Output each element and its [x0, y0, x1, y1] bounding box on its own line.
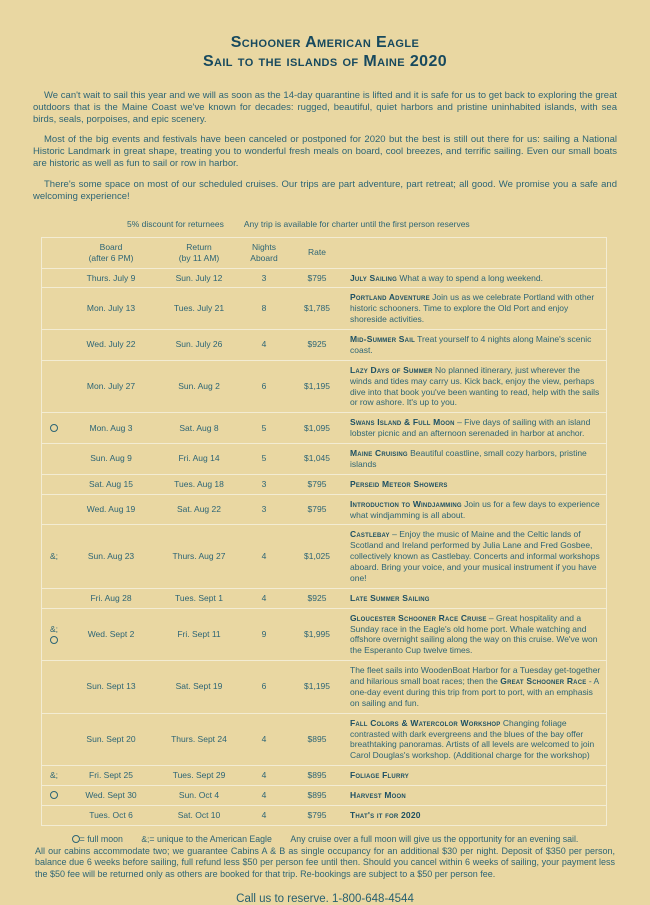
board-date: Wed. July 22 [66, 330, 156, 361]
cruise-description-cell [348, 330, 607, 361]
full-moon-legend [72, 834, 123, 844]
return-date: Sun. Oct 4 [156, 786, 242, 806]
nights-header-line2: Aboard [250, 252, 278, 263]
board-date: Wed. Aug 19 [66, 494, 156, 525]
description-text: – Great hospitality and a Sunday race in the Eagle's old home port. Whale watching and offshore overnight sailing along the way on this cruise. We've won the Esperanto Cup twelve times. [350, 612, 598, 656]
cruise-row [42, 494, 607, 525]
intro-paragraph-2: Most of the big events and festivals have been canceled or postponed for 2020 but the best is still out there for us: sailing a National Historic Landmark in great shape, treating you to wonderful fresh meals on board, cool breezes, and terrific sailing. Even our small boats are historic as well as fun to sail or row in harbor. [33, 134, 617, 170]
row-symbol-cell [42, 786, 67, 806]
rate-value: $1,025 [286, 525, 348, 588]
return-header-line1: Return [186, 241, 212, 252]
description-text: - A one-day event during this trip from port to port, with an emphasis on sailing and fun. [350, 676, 599, 708]
return-date: Tues. Sept 29 [156, 766, 242, 786]
cruise-description-cell [348, 588, 607, 608]
board-date: Mon. Aug 3 [66, 413, 156, 444]
rate-header-label: Rate [308, 247, 326, 258]
nights-aboard: 4 [242, 525, 286, 588]
cruise-row [42, 525, 607, 588]
description-text: Beautiful coastline, small cozy harbors, pristine islands [350, 448, 587, 469]
nights-aboard: 4 [242, 588, 286, 608]
unique-to-eagle-icon: &; [49, 770, 59, 781]
cruise-title: Great Schooner Race [500, 676, 587, 686]
unique-to-eagle-icon: &; [49, 624, 59, 635]
description-text: Join us for a few days to experience what windjamming is all about. [350, 498, 600, 520]
cruise-title: Swans Island & Full Moon [350, 417, 455, 428]
nights-header-line1: Nights [251, 241, 277, 252]
board-date: Sun. Aug 23 [66, 525, 156, 588]
full-moon-icon [50, 791, 58, 799]
nights-aboard: 6 [242, 360, 286, 413]
cruise-description-cell [348, 766, 607, 786]
row-symbol-stack [44, 552, 64, 561]
cruise-table-body [42, 268, 607, 825]
nights-aboard: 5 [242, 444, 286, 475]
rate-value: $1,195 [286, 661, 348, 714]
cruise-title: Late Summer Sailing [350, 592, 430, 603]
cruise-title: Harvest Moon [350, 790, 406, 800]
rate-value: $795 [286, 268, 348, 288]
cruise-description-cell [348, 786, 607, 806]
nights-aboard: 4 [242, 805, 286, 825]
board-date: Sun. Sept 20 [66, 713, 156, 766]
title-line-1: Schooner American Eagle [230, 34, 420, 51]
nights-column-header [242, 237, 286, 268]
cruise-title: Perseid Meteor Showers [350, 478, 448, 489]
nights-aboard: 4 [242, 786, 286, 806]
return-date: Tues. Aug 18 [156, 474, 242, 494]
cruise-row [42, 786, 607, 806]
return-date: Tues. July 21 [156, 288, 242, 330]
cruise-title: Castlebay [350, 529, 390, 540]
cruise-schedule-table [41, 237, 607, 826]
cruise-row [42, 588, 607, 608]
cruise-description-cell [348, 661, 607, 714]
rate-value: $1,045 [286, 444, 348, 475]
cruise-row [42, 413, 607, 444]
rate-value: $1,995 [286, 608, 348, 661]
return-header-line2: (by 11 AM) [178, 252, 220, 263]
nights-aboard: 3 [242, 494, 286, 525]
board-column-header [66, 237, 156, 268]
cruise-row [42, 444, 607, 475]
cruise-description-cell [348, 494, 607, 525]
row-symbol-stack [44, 625, 64, 644]
rate-value: $1,195 [286, 360, 348, 413]
full-moon-icon [50, 424, 58, 432]
intro-paragraph-1: We can't wait to sail this year and we will as soon as the 14-day quarantine is lifted and it is safe for us to get back to exploring the great outdoors that is the Maine Coast we've known for decades: rugged, beautiful, quiet harbors and pristine uninhabited islands, with sea birds, seals, porpoises, and epic scenery. [33, 89, 617, 125]
board-date: Mon. July 13 [66, 288, 156, 330]
discount-note: 5% discount for returnees [127, 218, 224, 229]
row-symbol-cell [42, 805, 67, 825]
board-header-line1: Board [99, 241, 123, 252]
cruise-title: Portland Adventure [350, 292, 430, 303]
description-column-header [348, 237, 607, 268]
cruise-table-header [42, 237, 607, 268]
cruise-title: Maine Cruising [350, 448, 408, 458]
row-symbol-cell [42, 474, 67, 494]
cruise-title: Gloucester Schooner Race Cruise [350, 612, 487, 623]
return-date: Sat. Aug 8 [156, 413, 242, 444]
row-symbol-cell [42, 360, 67, 413]
cruise-description-cell [348, 525, 607, 588]
full-moon-icon [50, 636, 58, 644]
nights-aboard: 4 [242, 713, 286, 766]
title-line-2: Sail to the islands of Maine 2020 [202, 52, 448, 70]
cruise-title: Introduction to Windjamming [350, 498, 462, 509]
row-symbol-cell [42, 288, 67, 330]
board-date: Mon. July 27 [66, 360, 156, 413]
charter-note: Any trip is available for charter until the first person reserves [243, 218, 470, 229]
board-date: Fri. Sept 25 [66, 766, 156, 786]
row-symbol-cell [42, 444, 67, 475]
row-symbol-stack [44, 424, 64, 432]
rate-value: $1,785 [286, 288, 348, 330]
cruise-row [42, 288, 607, 330]
symbol-column-header [42, 237, 67, 268]
unique-to-eagle-icon: &; [141, 833, 150, 844]
board-date: Sat. Aug 15 [66, 474, 156, 494]
cruise-description-cell [348, 360, 607, 413]
return-date: Thurs. Sept 24 [156, 713, 242, 766]
board-date: Fri. Aug 28 [66, 588, 156, 608]
cruise-description-cell [348, 713, 607, 766]
rate-value: $925 [286, 330, 348, 361]
row-symbol-cell [42, 661, 67, 714]
unique-to-eagle-icon: &; [49, 551, 59, 562]
evening-sail-note: Any cruise over a full moon will give us the opportunity for an evening sail. [290, 833, 579, 844]
board-date: Thurs. July 9 [66, 268, 156, 288]
return-date: Sat. Sept 19 [156, 661, 242, 714]
return-date: Sat. Aug 22 [156, 494, 242, 525]
return-date: Sun. Aug 2 [156, 360, 242, 413]
description-text: No planned itinerary, just wherever the winds and tides may carry us. Kick back, enjoy the view, perhaps dive into that book you've been wanting to read, help with the sails or row ashore. It's up to you. [350, 364, 600, 408]
cruise-description-cell [348, 444, 607, 475]
cruise-description-cell [348, 608, 607, 661]
nights-aboard: 4 [242, 766, 286, 786]
cruise-row [42, 713, 607, 766]
board-date: Tues. Oct 6 [66, 805, 156, 825]
nights-aboard: 9 [242, 608, 286, 661]
board-date: Wed. Sept 30 [66, 786, 156, 806]
description-text: Join us as we celebrate Portland with other historic schooners. Time to explore the Old Port and enjoy shoreside activities. [350, 292, 595, 325]
nights-aboard: 4 [242, 330, 286, 361]
unique-legend-label: = unique to the American Eagle [149, 833, 272, 844]
intro-paragraph-3: There's some space on most of our scheduled cruises. Our trips are part adventure, part retreat; all good. We promise you a safe and welcoming experience! [33, 179, 617, 202]
nights-aboard: 3 [242, 268, 286, 288]
cruise-title: July Sailing [350, 272, 397, 283]
row-symbol-cell [42, 608, 67, 661]
row-symbol-stack [44, 771, 64, 780]
rate-value: $895 [286, 766, 348, 786]
page-title [33, 34, 617, 72]
cruise-row [42, 805, 607, 825]
cruise-row [42, 474, 607, 494]
cruise-row [42, 360, 607, 413]
description-text: – Enjoy the music of Maine and the Celtic lands of Scotland and Ireland performed by Julia Lane and Fred Gosbee, collectively known as Castlebay. Concerts and informal workshops aboard. Bring your voice, and your musical instrument if you have one! [350, 529, 600, 583]
symbol-legend [33, 834, 617, 844]
rate-value: $895 [286, 713, 348, 766]
description-text: – Five days of sailing with an island lobster picnic and an afternoon serenaded in harbor at anchor. [350, 417, 591, 439]
rate-value: $1,095 [286, 413, 348, 444]
return-date: Sat. Oct 10 [156, 805, 242, 825]
return-date: Sun. July 12 [156, 268, 242, 288]
description-pre-text: The fleet sails into WoodenBoat Harbor for a Tuesday get-together and hilarious small boat races; then the [350, 665, 601, 686]
cruise-description-cell [348, 413, 607, 444]
return-date: Fri. Sept 11 [156, 608, 242, 661]
cruise-row [42, 766, 607, 786]
row-symbol-cell [42, 494, 67, 525]
nights-aboard: 8 [242, 288, 286, 330]
cruise-title: Fall Colors & Watercolor Workshop [350, 717, 501, 728]
board-header-line2: (after 6 PM) [88, 252, 134, 263]
description-text: Treat yourself to 4 nights along Maine's scenic coast. [350, 334, 592, 355]
booking-notes [127, 219, 617, 229]
board-date: Sun. Aug 9 [66, 444, 156, 475]
rate-value: $795 [286, 805, 348, 825]
return-date: Fri. Aug 14 [156, 444, 242, 475]
unique-legend [141, 834, 272, 844]
cruise-row [42, 330, 607, 361]
return-date: Tues. Sept 1 [156, 588, 242, 608]
cruise-title: Mid-Summer Sail [350, 334, 415, 344]
nights-aboard: 5 [242, 413, 286, 444]
row-symbol-cell [42, 766, 67, 786]
rate-value: $795 [286, 494, 348, 525]
cruise-description-cell [348, 805, 607, 825]
cruise-description-cell [348, 474, 607, 494]
nights-aboard: 3 [242, 474, 286, 494]
row-symbol-cell [42, 525, 67, 588]
row-symbol-cell [42, 588, 67, 608]
reservation-phone[interactable]: Call us to reserve. 1-800-648-4544 [236, 892, 414, 905]
return-date: Sun. July 26 [156, 330, 242, 361]
cruise-row [42, 661, 607, 714]
cruise-description-cell [348, 268, 607, 288]
cruise-row [42, 268, 607, 288]
full-moon-legend-label: = full moon [79, 833, 123, 844]
booking-terms: All our cabins accommodate two; we guarantee Cabins A & B as single occupancy for an additional $30 per night. Deposit of $350 per person, balance due 6 weeks before sailing, full refund less $50 per person fee until then. Should you cancel within 6 weeks of sailing, your payment less the $50 fee will be returned only as others are booked for that trip. Re-bookings are subject to a $50 per person fee. [35, 845, 615, 880]
description-text: What a way to spend a long weekend. [399, 272, 543, 283]
row-symbol-cell [42, 413, 67, 444]
row-symbol-cell [42, 330, 67, 361]
rate-column-header [286, 237, 348, 268]
row-symbol-stack [44, 791, 64, 799]
rate-value: $895 [286, 786, 348, 806]
return-date: Thurs. Aug 27 [156, 525, 242, 588]
full-moon-icon [72, 835, 80, 843]
nights-aboard: 6 [242, 661, 286, 714]
cruise-row [42, 608, 607, 661]
rate-value: $925 [286, 588, 348, 608]
board-date: Wed. Sept 2 [66, 608, 156, 661]
row-symbol-cell [42, 713, 67, 766]
rate-value: $795 [286, 474, 348, 494]
board-date: Sun. Sept 13 [66, 661, 156, 714]
cruise-title: That's it for 2020 [350, 809, 421, 820]
description-text: Changing foliage contrasted with dark evergreens and the blues of the bay offer breathtaking panoramas. Artists of all levels are welcomed to join Carol Douglas's workshop. (Additional charge for the workshop) [350, 717, 595, 761]
cruise-description-cell [348, 288, 607, 330]
cruise-title: Lazy Days of Summer [350, 364, 433, 375]
cruise-title: Foliage Flurry [350, 770, 409, 781]
return-column-header [156, 237, 242, 268]
row-symbol-cell [42, 268, 67, 288]
